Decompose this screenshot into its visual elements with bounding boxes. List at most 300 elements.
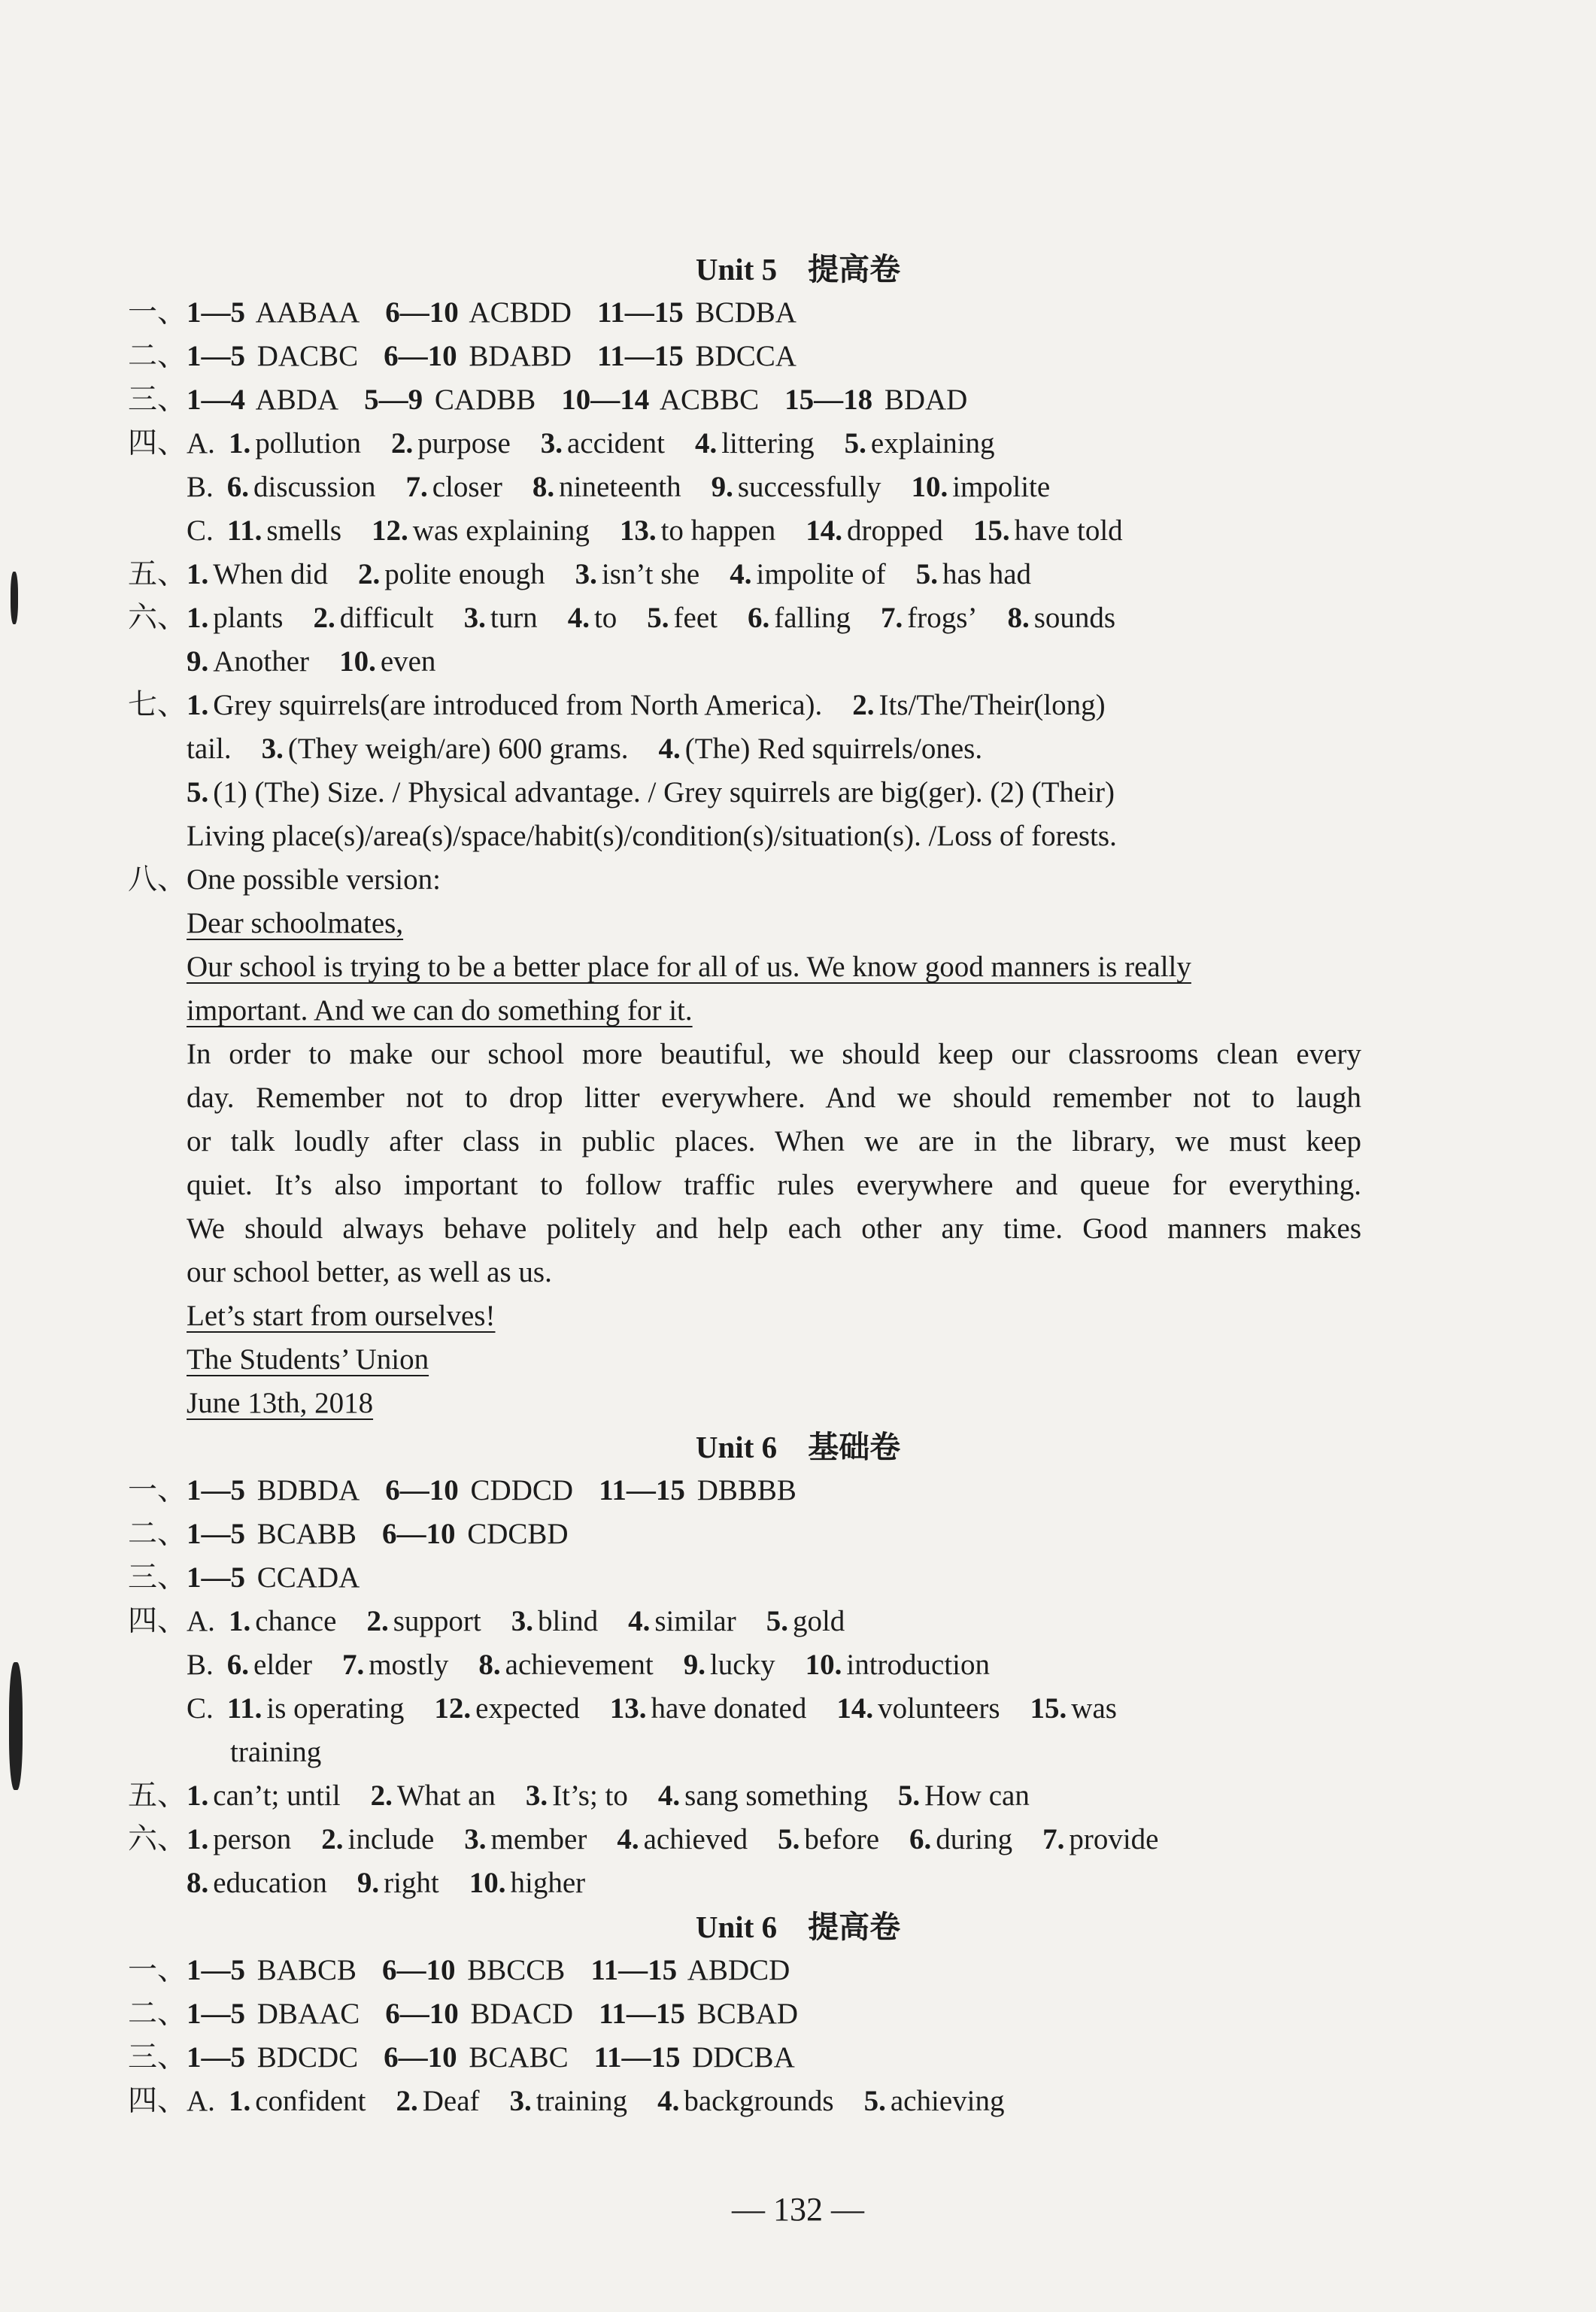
item-number: 9. [711, 471, 733, 503]
item-answer: falling [774, 602, 851, 634]
cloze-item [568, 602, 617, 634]
cloze-item [464, 1823, 587, 1855]
section-label: 四、 [128, 427, 187, 460]
item-number: 3. [575, 558, 597, 590]
fill-item [434, 1692, 579, 1725]
letter-opening [187, 990, 1361, 1032]
group-letter: C. [187, 1692, 214, 1725]
item-answer: provide [1069, 1823, 1159, 1855]
fill-item [229, 2085, 366, 2117]
answer-segment [561, 384, 759, 416]
item-number: 10. [911, 471, 948, 503]
item-number: 11. [226, 514, 262, 547]
item-answer: during [936, 1823, 1013, 1855]
question-range: 11—15 [599, 1998, 685, 2030]
question-range: 1—5 [187, 340, 246, 372]
answer-letters: BDCCA [695, 340, 796, 372]
item-answer: littering [721, 427, 815, 460]
section-label: 二、 [128, 340, 187, 372]
sentence-item [371, 1780, 496, 1812]
reading-row [187, 728, 1361, 770]
item-number: 8. [478, 1649, 501, 1681]
section-label: 一、 [128, 296, 187, 329]
answer-segment [599, 1998, 798, 2030]
fill-item [806, 1649, 990, 1681]
item-number: 5. [778, 1823, 800, 1855]
cloze-item [647, 602, 718, 634]
greeting-text: Dear schoolmates, [187, 907, 404, 939]
answer-segment [187, 1998, 360, 2030]
item-number: 1. [187, 1823, 209, 1855]
answer-segment [187, 1561, 360, 1594]
item-answer: higher [510, 1867, 586, 1899]
answer-letters: BCABC [469, 2041, 569, 2074]
item-number: 5. [863, 2085, 886, 2117]
sentence-item [187, 1780, 341, 1812]
item-number: 2. [366, 1605, 389, 1637]
item-number: 3. [509, 2085, 532, 2117]
item-number: 6. [226, 471, 250, 503]
item-number: 6. [747, 602, 770, 634]
section-label: 三、 [128, 2041, 187, 2074]
answer-segment [364, 384, 536, 416]
answer-letters: BCDBA [695, 296, 796, 329]
item-answer: Living place(s)/area(s)/space/habit(s)/condition(s)/situation(s). /Loss of forests. [187, 820, 1117, 852]
item-number: 2. [852, 689, 875, 721]
item-answer: difficult [339, 602, 434, 634]
item-answer: was explaining [412, 514, 590, 547]
question-range: 10—14 [561, 384, 650, 416]
item-answer: Grey squirrels(are introduced from North America). [213, 689, 823, 721]
cloze-item [909, 1823, 1012, 1855]
letter-body-line: quiet. It’s also important to follow traffic rules everywhere and queue for everything. [187, 1169, 1361, 1201]
item-answer: smells [266, 514, 342, 547]
answer-segment [187, 384, 338, 416]
sentence-completion-row [128, 554, 1361, 596]
answer-segment [187, 2041, 358, 2074]
item-number: 12. [434, 1692, 472, 1725]
item-answer: polite enough [384, 558, 545, 590]
sentence-item [358, 558, 545, 590]
fill-item [511, 1605, 598, 1637]
writing-intro [128, 859, 1361, 901]
answer-letters: DBAAC [256, 1998, 360, 2030]
item-number: 2. [396, 2085, 418, 2117]
question-range: 6—10 [385, 296, 459, 329]
fill-item [695, 427, 815, 460]
group-letter: C. [187, 514, 214, 547]
answer-row [128, 292, 1361, 334]
fill-item [396, 2085, 479, 2117]
letter-opening [187, 946, 1361, 988]
question-range: 1—5 [187, 1954, 246, 1986]
answer-letters: BDAD [884, 384, 968, 416]
cloze-item [313, 602, 433, 634]
item-answer: was [1071, 1692, 1117, 1725]
section-label: 一、 [128, 1954, 187, 1986]
answer-segment [594, 2041, 795, 2074]
question-range: 6—10 [381, 1954, 456, 1986]
item-answer: Another [213, 645, 310, 678]
answer-segment [382, 1954, 565, 1986]
answer-letters: CCADA [256, 1561, 360, 1594]
cloze-item [187, 1867, 327, 1899]
item-number: 2. [313, 602, 335, 634]
question-range: 11—15 [599, 1474, 685, 1506]
question-range: 6—10 [385, 1998, 459, 2030]
fill-item [227, 1692, 405, 1725]
section-label: 一、 [128, 1474, 187, 1506]
answer-letters: BABCB [256, 1954, 357, 1986]
item-answer: have donated [651, 1692, 807, 1725]
sentence-item [526, 1780, 628, 1812]
answer-row [128, 335, 1361, 378]
cloze-item [617, 1823, 748, 1855]
sentence-item [575, 558, 700, 590]
answer-letters: CDCBD [467, 1518, 569, 1550]
item-number: 5. [766, 1605, 788, 1637]
answer-segment [382, 1518, 569, 1550]
cloze-item [357, 1867, 439, 1899]
item-answer: include [347, 1823, 435, 1855]
item-number: 4. [694, 427, 718, 460]
fill-item [227, 514, 341, 547]
sentence-item [658, 1780, 868, 1812]
cloze-item [187, 645, 309, 678]
letter-body-line: day. Remember not to drop litter everywhere. And we should remember not to laugh [187, 1082, 1361, 1114]
sentence-completion-row [128, 1775, 1361, 1817]
question-range: 1—5 [187, 1518, 246, 1550]
section-label: 四、 [128, 2085, 187, 2117]
fill-item [845, 427, 995, 460]
question-range: 11—15 [590, 1954, 678, 1986]
answer-segment [187, 1518, 357, 1550]
item-number: 8. [532, 471, 555, 503]
letter-body-line: In order to make our school more beautiful, we should keep our classrooms clean every [187, 1038, 1361, 1070]
section-label: 二、 [128, 1998, 187, 2030]
question-range: 6—10 [381, 1518, 456, 1550]
item-answer: explaining [870, 427, 995, 460]
item-answer: plants [213, 602, 284, 634]
item-number: 9. [187, 645, 209, 678]
signature-text: The Students’ Union [187, 1343, 429, 1376]
section-label: 五、 [128, 558, 187, 590]
opening-text: important. And we can do something for it. [187, 994, 693, 1027]
item-answer: achieving [890, 2085, 1005, 2117]
cloze-item [187, 602, 283, 634]
question-range: 15—18 [784, 384, 873, 416]
answer-letters: ABDCD [687, 1954, 790, 1986]
group-letter: B. [187, 471, 214, 503]
fill-item [229, 1605, 337, 1637]
letter-body-line: We should always behave politely and help each other any time. Good manners makes [187, 1212, 1361, 1245]
item-number: 10. [469, 1867, 506, 1899]
item-answer: to happen [660, 514, 776, 547]
answer-segment [187, 296, 360, 329]
fill-item [684, 1649, 775, 1681]
answer-letters: BCBAD [696, 1998, 799, 2030]
fill-item [628, 1605, 736, 1637]
item-number: 7. [341, 1649, 365, 1681]
answer-segment [590, 1954, 790, 1986]
cloze-item [778, 1823, 879, 1855]
item-number: 7. [881, 602, 903, 634]
answer-row [128, 1949, 1361, 1992]
question-range: 11—15 [593, 2041, 681, 2074]
letter-body-line: or talk loudly after class in public places. When we are in the library, we must keep [187, 1125, 1361, 1158]
fill-item [229, 427, 361, 460]
fill-item [372, 514, 590, 547]
item-number: 3. [540, 427, 563, 460]
fill-item [1030, 1692, 1117, 1725]
item-number: 1. [228, 1605, 251, 1637]
item-number: 13. [619, 514, 657, 547]
fill-item [533, 471, 681, 503]
scan-mark [11, 572, 18, 624]
item-number: 2. [357, 558, 381, 590]
answer-letters: DBBBB [696, 1474, 796, 1506]
item-answer: education [213, 1867, 327, 1899]
item-answer: gold [792, 1605, 845, 1637]
fill-item [806, 514, 943, 547]
item-number: 9. [357, 1867, 380, 1899]
answer-letters: CDDCD [470, 1474, 574, 1506]
item-answer: feet [673, 602, 718, 634]
question-range: 1—4 [187, 384, 246, 416]
item-number: 10. [339, 645, 376, 678]
item-number: 1. [228, 427, 251, 460]
section-label: 四、 [128, 1605, 187, 1637]
item-number: 3. [464, 1823, 487, 1855]
item-answer: purpose [417, 427, 511, 460]
group-letter: B. [187, 1649, 214, 1681]
group-letter: A. [187, 1605, 215, 1637]
answer-segment [385, 1474, 573, 1506]
answer-letters: BDBDA [256, 1474, 360, 1506]
section-label: 五、 [128, 1780, 187, 1812]
item-answer: sounds [1033, 602, 1116, 634]
cloze-item [469, 1867, 585, 1899]
item-answer: lucky [709, 1649, 775, 1681]
item-answer: member [490, 1823, 587, 1855]
date-text: June 13th, 2018 [187, 1387, 374, 1419]
question-range: 1—5 [187, 1474, 246, 1506]
fill-item [864, 2085, 1005, 2117]
cloze-item [881, 602, 977, 634]
section-label: 七、 [128, 689, 187, 721]
item-answer: confident [255, 2085, 366, 2117]
item-answer: tail. [187, 733, 232, 765]
section-label: 二、 [128, 1518, 187, 1550]
sentence-item [730, 558, 885, 590]
answer-segment [784, 384, 967, 416]
item-answer: sang something [684, 1780, 868, 1812]
fill-item [510, 2085, 628, 2117]
closing-text: Let’s start from ourselves! [187, 1300, 496, 1332]
item-answer: blind [537, 1605, 599, 1637]
cloze-row [187, 1862, 1361, 1904]
answer-letters: DACBC [256, 340, 359, 372]
item-number: 8. [187, 1867, 209, 1899]
item-number: 4. [617, 1823, 639, 1855]
item-answer: discussion [253, 471, 376, 503]
answer-letters: BDACD [470, 1998, 574, 2030]
fill-item [610, 1692, 807, 1725]
fill-item [478, 1649, 653, 1681]
reading-row [128, 684, 1361, 727]
item-answer: achieved [643, 1823, 748, 1855]
fill-item [342, 1649, 448, 1681]
cloze-item [1007, 602, 1115, 634]
item-answer: impolite of [756, 558, 886, 590]
item-number: 14. [836, 1692, 874, 1725]
item-answer: chance [255, 1605, 337, 1637]
opening-text: Our school is trying to be a better place for all of us. We know good manners is really [187, 951, 1191, 983]
reading-row [187, 815, 1361, 857]
group-letter: A. [187, 2085, 215, 2117]
sentence-item [898, 1780, 1030, 1812]
item-answer: even [380, 645, 436, 678]
section-label: 八、 [128, 863, 187, 896]
item-number: 1. [187, 689, 209, 721]
cloze-row [187, 641, 1361, 683]
question-range: 5—9 [364, 384, 423, 416]
question-range: 11—15 [596, 340, 684, 372]
item-answer: volunteers [878, 1692, 1000, 1725]
group-letter: A. [187, 427, 215, 460]
item-number: 5. [187, 776, 209, 809]
item-number: 4. [657, 2085, 680, 2117]
fill-item [620, 514, 775, 547]
fill-item [836, 1692, 1000, 1725]
item-answer: (The) Red squirrels/ones. [684, 733, 983, 765]
answer-segment [384, 2041, 568, 2074]
item-number: 1. [228, 2085, 251, 2117]
page-number: — 132 — [732, 2191, 864, 2228]
item-number: 8. [1007, 602, 1030, 634]
fill-item [541, 427, 665, 460]
cloze-item [321, 1823, 434, 1855]
answer-letters: BCABB [256, 1518, 357, 1550]
fill-item [227, 471, 376, 503]
reading-row [187, 772, 1361, 814]
item-number: 1. [187, 558, 209, 590]
fill-item [766, 1605, 845, 1637]
item-answer: right [384, 1867, 439, 1899]
fill-item [657, 2085, 834, 2117]
item-answer: support [393, 1605, 481, 1637]
item-number: 6. [226, 1649, 250, 1681]
fill-blank-row [187, 466, 1361, 508]
item-number: 7. [405, 471, 428, 503]
cloze-item [464, 602, 538, 634]
item-number: 5. [897, 1780, 921, 1812]
item-number: 2. [321, 1823, 344, 1855]
section-title: Unit 6 基础卷 [695, 1430, 901, 1464]
letter-signature [187, 1339, 1361, 1381]
item-answer: training [536, 2085, 628, 2117]
item-number: 10. [805, 1649, 842, 1681]
question-range: 6—10 [384, 2041, 457, 2074]
item-answer: successfully [737, 471, 881, 503]
item-answer: have told [1014, 514, 1123, 547]
answer-row [128, 379, 1361, 421]
item-number: 3. [511, 1605, 533, 1637]
cloze-item [748, 602, 851, 634]
answer-row [128, 1513, 1361, 1555]
item-answer: pollution [255, 427, 362, 460]
cloze-row [128, 597, 1361, 639]
item-answer: introduction [846, 1649, 991, 1681]
cloze-item [187, 1823, 291, 1855]
scan-mark [9, 1662, 23, 1790]
answer-letters: BBCCB [467, 1954, 566, 1986]
cloze-item [339, 645, 435, 678]
item-number: 5. [647, 602, 669, 634]
item-answer: accident [567, 427, 665, 460]
item-answer: is operating [266, 1692, 405, 1725]
item-number: 4. [657, 1780, 681, 1812]
item-number: 4. [658, 733, 681, 765]
item-answer: elder [253, 1649, 312, 1681]
item-answer: isn’t she [601, 558, 700, 590]
section-label: 三、 [128, 384, 187, 416]
question-range: 6—10 [385, 1474, 459, 1506]
item-number: 4. [628, 1605, 651, 1637]
writing-intro-text: One possible version: [187, 863, 441, 896]
fill-item [227, 1649, 312, 1681]
item-answer: achievement [505, 1649, 654, 1681]
answer-row [128, 1470, 1361, 1512]
item-number: 11. [226, 1692, 262, 1725]
item-answer: Deaf [422, 2085, 480, 2117]
item-number: 13. [609, 1692, 647, 1725]
item-answer: mostly [369, 1649, 449, 1681]
item-number: 5. [915, 558, 938, 590]
answer-segment [385, 296, 572, 329]
answer-letters: CADBB [434, 384, 536, 416]
item-answer: closer [432, 471, 502, 503]
fill-blank-row [187, 1644, 1361, 1686]
fill-item [366, 1605, 481, 1637]
cloze-row [128, 1819, 1361, 1861]
fill-blank-row [128, 1600, 1361, 1643]
answer-row [128, 1557, 1361, 1599]
item-answer: (They weigh/are) 600 grams. [287, 733, 629, 765]
item-number: 4. [567, 602, 590, 634]
fill-item [973, 514, 1123, 547]
sentence-item [187, 558, 328, 590]
section-label: 三、 [128, 1561, 187, 1594]
answer-segment [384, 340, 572, 372]
item-answer: turn [490, 602, 538, 634]
item-answer: It’s; to [552, 1780, 628, 1812]
item-number: 1. [187, 1780, 209, 1812]
item-answer: impolite [952, 471, 1051, 503]
fill-blank-row [128, 423, 1361, 465]
item-number: 9. [683, 1649, 705, 1681]
answer-row [128, 1993, 1361, 2035]
fill-blank-continuation: training [230, 1736, 322, 1768]
answer-letters: ACBDD [469, 296, 572, 329]
answer-segment [187, 1954, 357, 1986]
fill-blank-row [187, 1688, 1361, 1730]
item-number: 2. [370, 1780, 393, 1812]
item-answer: How can [924, 1780, 1030, 1812]
question-range: 1—5 [187, 2041, 246, 2074]
item-number: 6. [909, 1823, 932, 1855]
item-number: 4. [730, 558, 752, 590]
